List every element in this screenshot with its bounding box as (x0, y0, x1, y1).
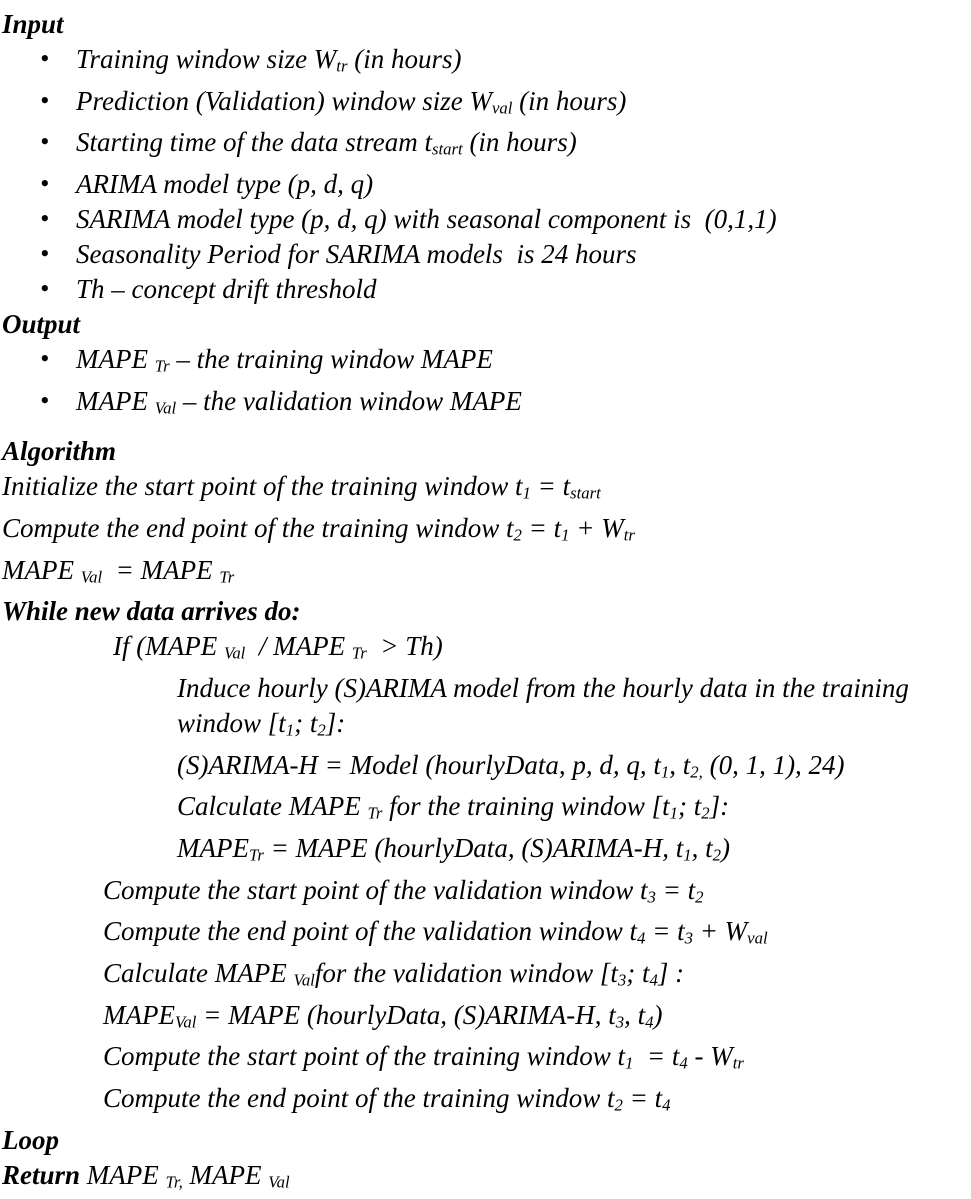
text-segment: = t (622, 1083, 663, 1114)
bullet-icon: • (40, 274, 50, 304)
subscript-text: Tr, (165, 1172, 183, 1192)
text-line (0, 831, 971, 873)
text-segment: , t (669, 749, 691, 780)
subscript-text: tr (336, 56, 348, 76)
subscript-text: 1 (625, 1054, 634, 1074)
keyword-while (0, 594, 971, 629)
subscript-text: 2, (690, 762, 703, 782)
subscript-text: val (747, 929, 768, 949)
text-segment: Induce hourly (S)ARIMA model from the hourly data in the training (177, 673, 909, 704)
text-segment: / MAPE (245, 631, 352, 662)
text-line (0, 748, 971, 790)
subscript-text: 2 (317, 720, 326, 740)
subscript-text: 1 (561, 525, 570, 545)
text-segment: , t (691, 833, 713, 864)
bullet-item (0, 167, 971, 202)
subscript-text: 1 (660, 762, 670, 782)
bullet-icon: • (40, 169, 50, 199)
subscript-text: 2 (614, 1095, 623, 1115)
bullet-item (0, 384, 971, 426)
subscript-text: Tr (219, 567, 235, 587)
text-segment: ARIMA model type (p, d, q) (76, 169, 374, 200)
document-body (0, 7, 971, 1199)
bullet-icon: • (40, 239, 50, 269)
subscript-text: 4 (645, 1012, 654, 1032)
text-segment: Compute the end point of the training window t (103, 1083, 615, 1114)
bullet-icon: • (40, 344, 50, 374)
text-segment: ) (653, 999, 663, 1030)
text-segment: Compute the start point of the validation window t (103, 874, 648, 905)
subscript-text: start (431, 140, 463, 160)
bullet-icon: • (40, 44, 50, 73)
subscript-text: Val (80, 567, 103, 587)
text-segment: ; t (626, 958, 650, 989)
subscript-text: tr (623, 525, 635, 545)
text-line (0, 873, 971, 915)
text-segment: = t (645, 916, 685, 947)
text-segment: = t (530, 471, 571, 502)
text-segment: ; t (678, 791, 702, 822)
text-segment: MAPE (2, 554, 81, 585)
text-segment: Initialize the start point of the training window t (2, 471, 523, 502)
subscript-text: 1 (683, 845, 692, 865)
bold-text: Return (2, 1159, 81, 1190)
heading-output (0, 307, 971, 342)
subscript-text: Tr (351, 644, 367, 664)
subscript-text: start (570, 484, 601, 504)
text-segment: (0, 1, 1), 24) (702, 749, 845, 780)
subscript-text: 2 (712, 845, 722, 865)
text-segment: Compute the end point of the training window t (2, 513, 514, 544)
bold-text: While new data arrives do: (2, 596, 301, 627)
bullet-item (0, 42, 971, 84)
text-line (0, 671, 971, 706)
text-segment: MAPE (103, 999, 175, 1030)
subscript-text: Val (223, 644, 246, 664)
text-line (0, 914, 971, 956)
keyword-loop (0, 1123, 971, 1158)
text-segment: MAPE (80, 1159, 166, 1190)
bold-text: Output (2, 309, 81, 340)
text-segment: – the training window MAPE (169, 344, 493, 375)
subscript-text: Val (154, 398, 177, 418)
text-line (0, 998, 971, 1040)
text-segment: ; t (294, 708, 318, 739)
text-line (0, 1039, 971, 1081)
bold-text: Input (2, 9, 64, 39)
text-segment: > Th) (366, 631, 443, 662)
text-segment: Compute the end point of the validation window t (103, 916, 637, 947)
subscript-text: 3 (617, 970, 627, 990)
text-segment: window [t (177, 708, 286, 739)
bullet-item (0, 84, 971, 126)
text-segment: ]: (709, 791, 730, 822)
text-line (0, 629, 971, 671)
subscript-text: 4 (636, 929, 646, 949)
bullet-icon: • (40, 204, 50, 234)
text-segment: ] : (657, 958, 685, 989)
bold-text: Loop (2, 1124, 59, 1155)
subscript-text: 3 (684, 929, 693, 949)
text-segment: - W (687, 1041, 733, 1072)
text-segment: = t (655, 874, 696, 905)
text-line (0, 511, 971, 553)
subscript-text: Tr (154, 356, 170, 376)
subscript-text: 2 (513, 525, 522, 545)
subscript-text: Tr (367, 804, 383, 824)
text-line (0, 553, 971, 595)
text-segment: , t (624, 999, 646, 1030)
text-segment: MAPE (76, 385, 155, 416)
text-segment: = t (633, 1041, 680, 1072)
subscript-text: 4 (679, 1054, 688, 1074)
bullet-item (0, 125, 971, 167)
text-segment: = t (521, 513, 562, 544)
text-segment: Training window size W (76, 44, 337, 74)
text-line (0, 706, 971, 748)
subscript-text: Val (174, 1012, 197, 1032)
text-segment: SARIMA model type (p, d, q) with seasonal component is (0,1,1) (76, 204, 777, 235)
text-segment: (S)ARIMA-H = Model (hourlyData, p, d, q, t (177, 749, 661, 780)
subscript-text: 1 (669, 804, 679, 824)
text-segment: ]: (325, 708, 346, 739)
subscript-text: tr (732, 1054, 744, 1074)
subscript-text: 2 (695, 887, 704, 907)
text-segment: Th – concept drift threshold (76, 274, 377, 305)
text-segment: If (MAPE (113, 631, 224, 662)
text-line (0, 1081, 971, 1123)
text-line (0, 469, 971, 511)
subscript-text: 4 (649, 970, 658, 990)
text-segment: (in hours) (462, 127, 577, 158)
text-segment: for the validation window [t (314, 958, 618, 989)
subscript-text: 2 (701, 804, 710, 824)
text-segment: MAPE (177, 833, 249, 864)
text-segment: + W (569, 513, 624, 544)
subscript-text: 3 (647, 887, 656, 907)
text-segment: = MAPE (hourlyData, (S)ARIMA-H, t (263, 833, 684, 864)
text-segment: Seasonality Period for SARIMA models is 24 hours (76, 239, 637, 270)
text-segment: Starting time of the data stream t (76, 127, 432, 158)
bullet-icon: • (40, 127, 50, 157)
subscript-text: 1 (522, 484, 531, 504)
text-segment: MAPE (182, 1159, 269, 1190)
text-segment: + W (692, 916, 748, 947)
text-line (0, 956, 971, 998)
heading-input (0, 7, 971, 42)
bullet-icon: • (40, 385, 50, 415)
text-segment: Compute the start point of the training window t (103, 1041, 626, 1072)
text-segment: (in hours) (512, 85, 627, 116)
text-segment: ) (721, 833, 731, 864)
text-segment: – the validation window MAPE (176, 385, 522, 416)
text-segment: = MAPE (hourlyData, (S)ARIMA-H, t (196, 999, 616, 1030)
subscript-text: 3 (615, 1012, 625, 1032)
bullet-item (0, 272, 971, 307)
text-segment: for the training window [t (382, 791, 670, 822)
text-segment: Calculate MAPE (177, 791, 368, 822)
text-segment: Prediction (Validation) window size W (76, 85, 492, 116)
text-segment: (in hours) (347, 44, 462, 74)
bullet-item (0, 202, 971, 237)
subscript-text: val (491, 98, 513, 118)
bullet-icon: • (40, 85, 50, 115)
text-segment: MAPE (76, 344, 155, 375)
subscript-text: Tr (248, 845, 264, 865)
subscript-text: Val (268, 1172, 290, 1192)
bold-text: Algorithm (2, 436, 117, 467)
return-line (0, 1158, 971, 1199)
subscript-text: 4 (662, 1095, 671, 1115)
bullet-item (0, 342, 971, 384)
text-line (0, 789, 971, 831)
heading-algorithm (0, 434, 971, 469)
subscript-text: 1 (285, 720, 295, 740)
text-segment: = MAPE (102, 554, 220, 585)
bullet-item (0, 237, 971, 272)
text-segment: Calculate MAPE (103, 958, 294, 989)
subscript-text: Val (293, 970, 315, 990)
